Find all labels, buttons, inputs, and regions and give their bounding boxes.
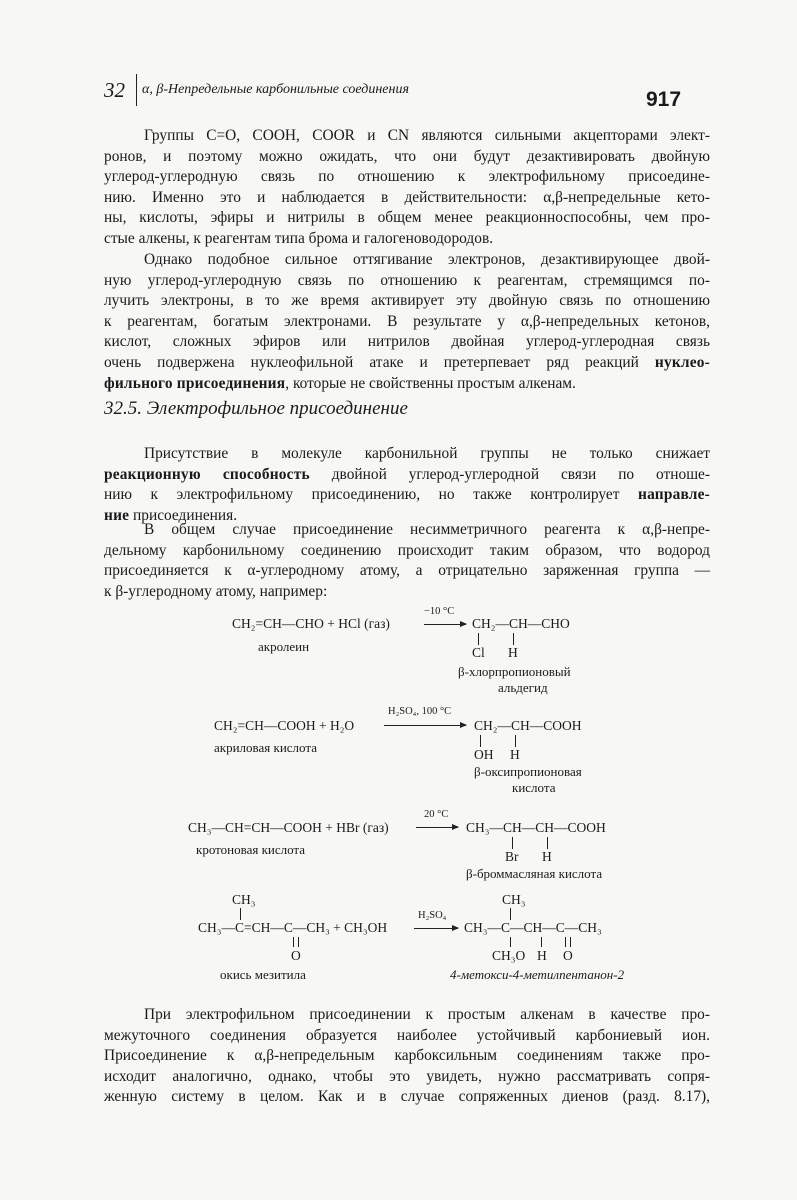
paragraph-4: [104, 520, 710, 602]
substituent: CH₃: [502, 892, 526, 907]
text-line: ны, кислоты, эфиры и нитрилы в общем менее реакционноспособны, чем про-: [104, 209, 710, 227]
text-line: [104, 465, 710, 486]
bold-term: фильного присоединения: [104, 374, 286, 392]
text-line: Группы C=O, COOH, COOR и CN являются сильными акцепторами элект-: [144, 127, 710, 144]
text-line: нию. Именно это и наблюдается в действительности: α,β-непредельные кето-: [104, 188, 710, 206]
product-formula: CH₃—C—CH—C—CH₃: [464, 920, 602, 935]
product-name: β-броммасляная кислота: [466, 866, 603, 881]
reactant-formula: CH₂=CH—COOH + H₂O: [214, 718, 355, 733]
bond-line: [515, 735, 516, 747]
bond-line: [541, 937, 542, 947]
substituent: H: [542, 849, 552, 864]
reaction-arrow: [416, 827, 458, 828]
text-line: углерод-углеродную связь по отношению к электрофильному присоедине-: [104, 168, 710, 186]
header-divider: [136, 74, 137, 106]
reactant-formula: CH₃—CH=CH—COOH + HBr (газ): [188, 820, 389, 835]
text-line: исходит аналогично, однако, чтобы это увидеть, нужно рассматривать сопря-: [104, 1067, 710, 1085]
product-formula: CH₂—CH—COOH: [474, 718, 582, 733]
text-line: [104, 485, 710, 506]
substituent: H: [510, 747, 520, 762]
product-formula: CH₂—CH—CHO: [472, 616, 570, 631]
reactant-formula: CH₃—C=CH—C—CH₃ + CH₃OH: [198, 920, 388, 935]
substituent: OH: [474, 747, 494, 762]
bold-term: реакционную способность: [104, 465, 310, 483]
double-bond: [293, 937, 299, 947]
reaction-arrow: [414, 928, 458, 929]
substituent: O: [291, 948, 301, 963]
text-fragment: , которые не свойственны простым алкенам.: [285, 374, 576, 392]
text-line: дельному карбонильному соединению происходит таким образом, что водород: [104, 541, 710, 559]
bold-term: направле-: [638, 486, 710, 504]
text-line: присоединяется к α-углеродному атому, а отрицательно заряженная группа —: [104, 562, 710, 580]
substituent: H: [508, 645, 518, 660]
substituent: H: [537, 948, 547, 963]
text-fragment: двойной углерод-углеродной связи по отноше-: [309, 465, 710, 483]
reactant-name: окись мезитила: [220, 967, 306, 982]
text-fragment: нию к электрофильному присоединению, но также контролирует: [104, 486, 620, 504]
double-bond: [565, 937, 571, 947]
reactant-formula: CH₂=CH—CHO + HCl (газ): [232, 616, 390, 631]
product-name: β-хлорпропионовый: [458, 664, 571, 679]
bold-term: ние: [104, 506, 130, 524]
paragraph-5: [104, 1005, 710, 1108]
bold-term: нуклео-: [654, 353, 710, 371]
text-line: Присутствие в молекуле карбонильной группы не только снижает: [144, 445, 710, 462]
text-line: ную углерод-углеродную связь по отношению к реагентам, стремящимся по-: [104, 271, 710, 289]
reaction-condition: −10 °C: [424, 606, 455, 617]
text-line: стые алкены, к реагентам типа брома и галогеноводородов.: [104, 229, 494, 247]
product-name: альдегид: [498, 680, 548, 695]
text-line: к реагентам, богатым электронами. В результате у α,β-непредельных кетонов,: [104, 312, 710, 330]
section-title: 32.5. Электрофильное присоединение: [104, 398, 408, 419]
paragraph-3: [104, 444, 710, 526]
bond-line: [547, 837, 548, 849]
product-formula: CH₃—CH—CH—COOH: [466, 820, 606, 835]
text-line: межуточного соединения образуется наиболее устойчивый карбониевый ион.: [104, 1026, 710, 1044]
chapter-number: 32: [104, 78, 125, 102]
substituent: CH₃: [232, 892, 256, 907]
text-line: [104, 353, 710, 374]
substituent: Br: [505, 849, 519, 864]
bond-line: [510, 908, 511, 920]
text-fragment: очень подвержена нуклеофильной атаке и претерпевает ряд реакций: [104, 353, 639, 371]
bond-line: [512, 837, 513, 849]
text-line: лучить электроны, в то же время активирует эту двойную связь по отношению: [104, 292, 710, 310]
reactant-name: кротоновая кислота: [196, 842, 306, 857]
substituent: O: [563, 948, 573, 963]
reactant-name: акриловая кислота: [214, 740, 317, 755]
text-line: ронов, и поэтому можно ожидать, что они будут дезактивировать двойную: [104, 147, 710, 165]
product-name: 4-метокси-4-метилпентанон-2: [450, 967, 625, 982]
text-fragment: присоединения.: [129, 506, 238, 524]
page-number: 917: [646, 88, 682, 111]
reaction-arrow: [424, 624, 466, 625]
product-name: β-оксипропионовая: [474, 764, 582, 779]
text-line: [104, 374, 710, 395]
bond-line: [513, 633, 514, 645]
text-line: Однако подобное сильное оттягивание электронов, дезактивирующее двой-: [144, 251, 710, 268]
bond-line: [478, 633, 479, 645]
reaction-condition: 20 °C: [424, 809, 449, 820]
text-line: кислот, сложных эфиров или нитрилов двойная углерод-углеродная связь: [104, 333, 710, 351]
substituent: CH₃O: [492, 948, 526, 963]
reactant-name: акролеин: [258, 639, 310, 654]
chapter-title: α, β-Непредельные карбонильные соединения: [142, 82, 409, 97]
paragraph-2: [104, 250, 710, 394]
paragraph-1: [104, 126, 710, 250]
product-name: кислота: [512, 780, 556, 795]
bond-line: [480, 735, 481, 747]
text-line: Присоединение к α,β-непредельным карбоксильным соединениям также про-: [104, 1047, 710, 1065]
text-line: к β-углеродному атому, например:: [104, 582, 328, 600]
bond-line: [510, 937, 511, 947]
text-line: женную систему в целом. Как и в случае сопряженных диенов (разд. 8.17),: [104, 1088, 710, 1106]
text-line: В общем случае присоединение несимметричного реагента к α,β-непре-: [144, 521, 710, 538]
substituent: Cl: [472, 645, 485, 660]
reaction-condition: H₂SO₄, 100 °C: [388, 706, 452, 717]
reaction-condition: H₂SO₄: [418, 910, 447, 921]
reaction-arrow: [384, 725, 466, 726]
text-line: При электрофильном присоединении к простым алкенам в качестве про-: [144, 1006, 710, 1023]
bond-line: [240, 908, 241, 920]
